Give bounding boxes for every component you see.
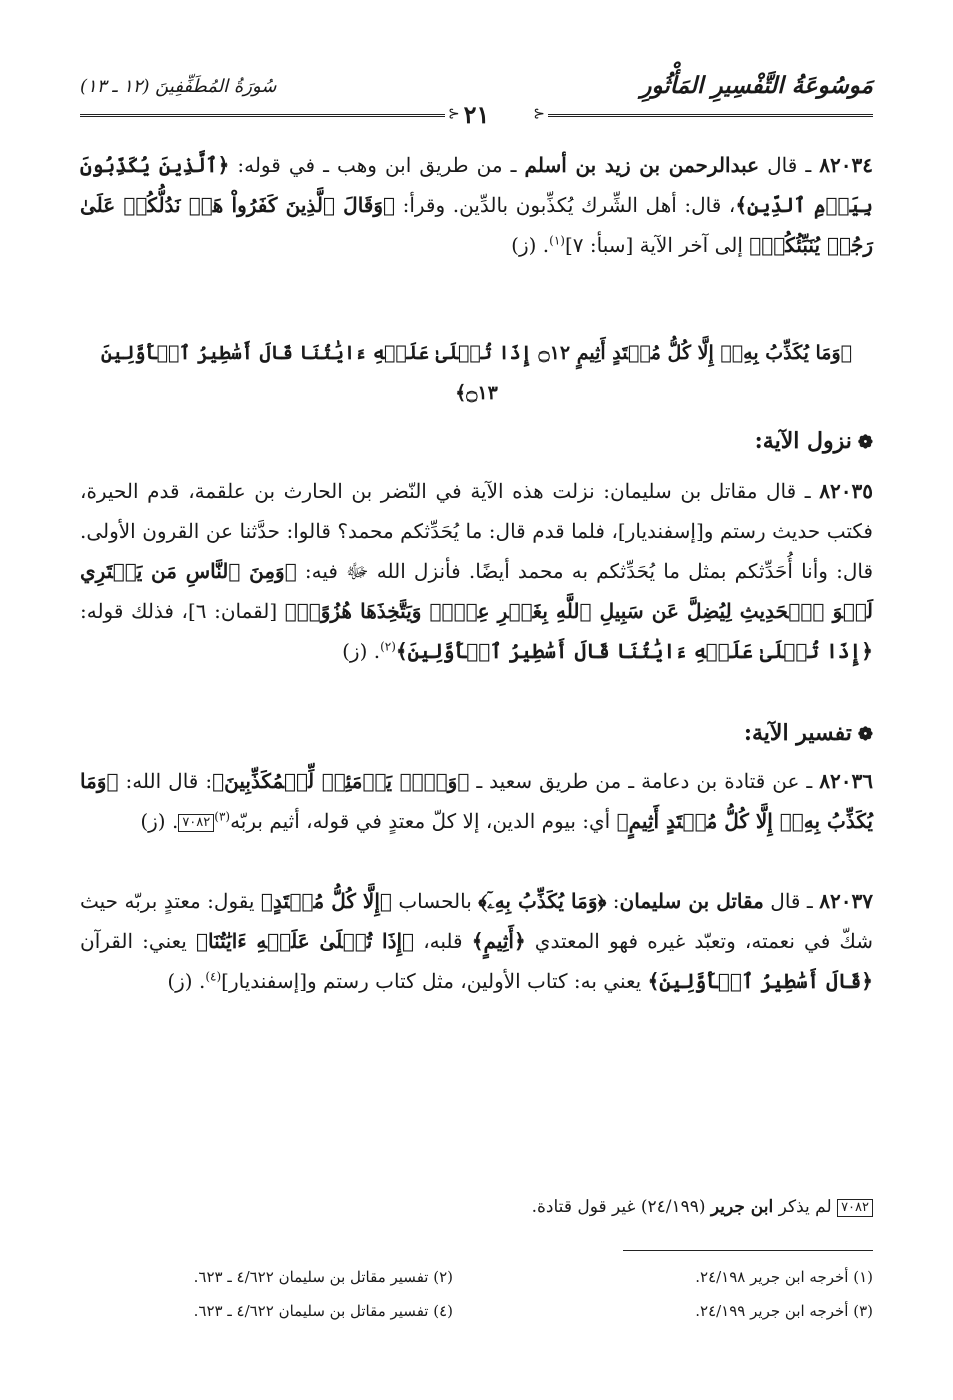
text: أي: بيوم الدين، إلا كلّ معتدٍ في قوله، أثيم بربّه — [230, 809, 617, 833]
quran-quote: ﴿إِذَا تُتۡلَىٰ عَلَيۡهِ ءَايَٰتُنَا﴾ — [195, 929, 415, 953]
paragraph-82034 — [80, 145, 873, 265]
footnote-3: (٣) أخرجه ابن جرير ٢٤/١٩٩. — [695, 1302, 873, 1320]
footnote-ref: (٣) — [214, 809, 231, 824]
paragraph-number: ٨٢٠٣٧ — [819, 889, 873, 913]
text: : قال الله: — [118, 769, 213, 793]
commentary-ref-box: ٧٠٨٢ — [178, 814, 214, 832]
quran-quote: ﴿وَمَا يُكَذِّبُ بِهِۦٓ إِلَّا كُلُّ مُعۡتَدٍ أَثِيمٍ﴾ — [80, 769, 873, 833]
ornament-icon: ⊰ — [448, 106, 460, 122]
surah-title: سُورَةُ المُطَفِّفِينَ (١٢ ـ ١٣) — [80, 76, 277, 97]
source-code: . (ز) — [167, 969, 206, 993]
text: بالحساب — [391, 889, 479, 913]
paragraph-number: ٨٢٠٣٥ — [819, 479, 873, 503]
section-title: نزول الآية: — [754, 428, 852, 454]
paragraph-number: ٨٢٠٣٤ — [819, 153, 873, 177]
paragraph-number: ٨٢٠٣٦ — [819, 769, 873, 793]
narrator-name: ابن جرير — [710, 1197, 774, 1217]
text: ـ عن قتادة بن دعامة ـ من طريق سعيد ـ — [469, 769, 820, 793]
text: يعني: القرآن — [80, 929, 196, 953]
text: [لقمان: ٦]، فذلك قوله: — [80, 599, 285, 623]
footnote-ref: (٢) — [380, 639, 396, 654]
source-code: . (ز) — [511, 233, 550, 257]
footnote-separator — [623, 1250, 873, 1251]
narrator-name: عبدالرحمن بن زيد بن أسلم — [524, 153, 760, 177]
text: يقول: معتدٍ بربّه حيث شكّ في نعمته، وتعبّد غيره فهو المعتدي — [80, 889, 874, 953]
verse-block: ﴿وَمَا يُكَذِّبُ بِهِۦٓ إِلَّا كُلُّ مُعۡتَدٍ أَثِيمٍ ۝١٢ إِذَا تُتۡلَىٰ عَلَيۡهِ ءَايَٰتُنَا قَالَ أَسَٰطِيرُ ٱلۡأَوَّلِينَ ۝١٣﴾ — [100, 342, 853, 404]
quran-quote: ﴿قَالَ أَسَٰطِيرُ ٱلۡأَوَّلِينَ﴾ — [647, 969, 873, 993]
commentary-note — [80, 1193, 873, 1221]
text: ـ قال — [763, 889, 820, 913]
flower-icon: ❁ — [857, 432, 873, 453]
quran-quote: ﴿وَقَالَ ٱلَّذِينَ كَفَرُواْ هَلۡ نَدُلُّكُمۡ عَلَىٰ رَجُلٖ يُنَبِّئُكُمۡ﴾ — [80, 193, 873, 257]
section-heading-revelation — [80, 421, 873, 463]
flower-icon: ❁ — [857, 724, 873, 745]
footnote-ref: (٤) — [205, 969, 222, 984]
quran-quote: ﴿أَثِيمٍ﴾ — [471, 929, 526, 953]
paragraph-82037 — [80, 881, 873, 1001]
book-title: مَوسُوعَةُ التَّفْسِيرِ المَأْثُورِ — [640, 72, 873, 99]
source-code: . (ز) — [342, 639, 381, 663]
quran-quote: ﴿وَمَا يُكَذِّبُ بِهِۦٓ﴾ — [478, 889, 607, 913]
paragraph-82035 — [80, 471, 873, 671]
text: (٢٤/١٩٩) غير قول قتادة. — [531, 1197, 711, 1217]
ornament-icon: ⊰ — [533, 106, 545, 122]
text: لم يذكر — [773, 1197, 838, 1217]
text: قلبه، — [414, 929, 472, 953]
text: ـ قال مقاتل بن سليمان: نزلت هذه الآية في النّضر بن الحارث بن علقمة، قدم الحيرة، فكتب حديث رستم و[إسفنديار]، فلما قدم قال: ما يُحَدِّثكم محمد؟ قالوا: حدَّثنا عن القرون الأولى. قال: وأنا أُحَدِّثكم بمثل ما يُحَدِّثكم به محمد أيضًا. فأنزل الله ﷻ فيه: — [80, 479, 874, 583]
quran-quote: ﴿ٱلَّذِينَ يُكَذِّبُونَ بِيَوۡمِ ٱلدِّينِ﴾ — [80, 153, 873, 217]
page-header — [80, 72, 873, 132]
text: : — [606, 889, 620, 913]
text: يعني به: كتاب الأولين، مثل كتاب رستم و[إسفنديار] — [221, 969, 648, 993]
text: إلى آخر الآية [سبأ: ٧] — [564, 233, 750, 257]
footnote-1: (١) أخرجه ابن جرير ٢٤/١٩٨. — [695, 1268, 873, 1286]
source-code: . (ز) — [140, 809, 179, 833]
section-title: تفسير الآية: — [743, 720, 852, 746]
text: ـ قال — [759, 153, 820, 177]
footnote-ref: (١) — [549, 233, 565, 248]
page-number: ٢١ — [463, 100, 490, 129]
text: ، قال: أهل الشِّرك يُكذِّبون بالدِّين. وقرأ: — [395, 193, 736, 217]
footnote-2: (٢) تفسير مقاتل بن سليمان ٤/٦٢٢ ـ ٦٢٣. — [193, 1268, 453, 1286]
text: ـ من طريق ابن وهب ـ في قوله: — [229, 153, 525, 177]
paragraph-82036 — [80, 761, 873, 841]
narrator-name: مقاتل بن سليمان — [619, 889, 764, 913]
quran-quote: ﴿وَمِنَ ٱلنَّاسِ مَن يَشۡتَرِي لَهۡوَ ٱلۡحَدِيثِ لِيُضِلَّ عَن سَبِيلِ ٱللَّهِ بِغَيۡرِ عِلۡمٖ وَيَتَّخِذَهَا هُزُوًاۚ﴾ — [80, 559, 873, 623]
commentary-ref-box: ٧٠٨٢ — [837, 1199, 873, 1217]
section-heading-tafsir — [80, 713, 873, 755]
footnote-4: (٤) تفسير مقاتل بن سليمان ٤/٦٢٢ ـ ٦٢٣. — [193, 1302, 453, 1320]
quran-quote: ﴿وَيۡلٞ يَوۡمَئِذٖ لِّلۡمُكَذِّبِينَ﴾ — [212, 769, 470, 793]
quran-quote: ﴿إِذَا تُتۡلَىٰ عَلَيۡهِ ءَايَٰتُنَا قَالَ أَسَٰطِيرُ ٱلۡأَوَّلِينَ﴾ — [395, 639, 873, 663]
quran-quote: ﴿إِلَّا كُلُّ مُعۡتَدٍ﴾ — [260, 889, 392, 913]
